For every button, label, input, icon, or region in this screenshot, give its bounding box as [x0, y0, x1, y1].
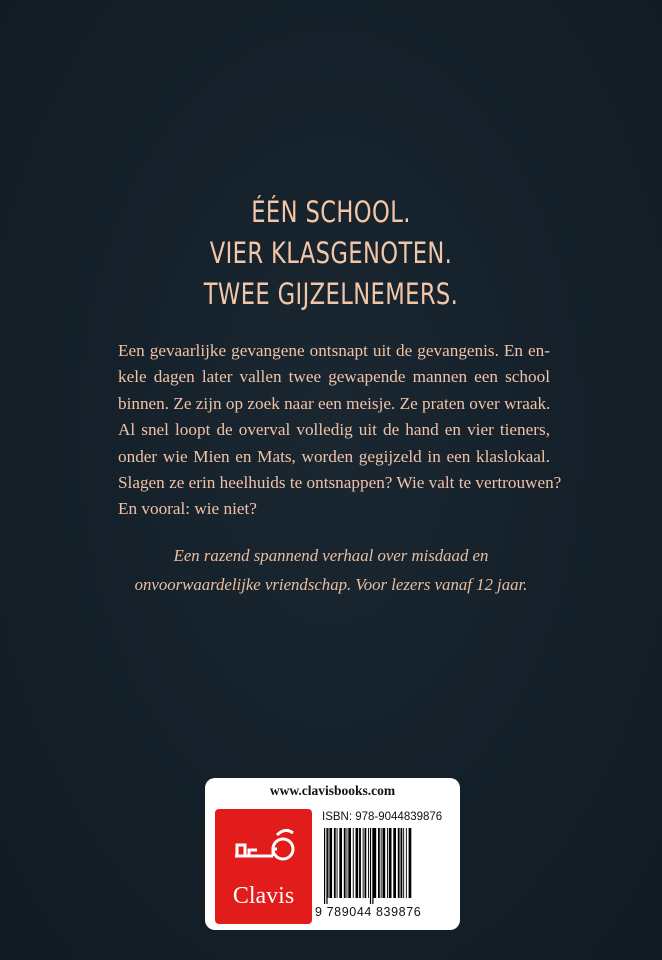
blurb-line: Al snel loopt de overval volledig uit de hand en vier tieners, [118, 420, 550, 440]
barcode [322, 828, 450, 904]
key-icon [215, 809, 312, 889]
publisher-url[interactable]: www.clavisbooks.com [269, 783, 396, 798]
tagline-line: ÉÉN SCHOOL. [251, 195, 411, 229]
tagline-line: TWEE GIJZELNEMERS. [203, 277, 459, 311]
promo-text [0, 541, 662, 599]
isbn-text: ISBN: 978-9044839876 [322, 811, 443, 823]
blurb-line: Slagen ze erin heelhuids te ontsnappen? Wie valt te vertrouwen? [118, 473, 562, 493]
blurb-line: kele dagen later vallen twee gewapende mannen een school [118, 367, 550, 387]
blurb-line: En vooral: wie niet? [118, 499, 257, 519]
blurb-line: binnen. Ze zijn op zoek naar een meisje. Ze praten over wraak. [118, 393, 551, 413]
promo-line: onvoorwaardelijke vriendschap. Voor lezers vanaf 12 jaar. [134, 575, 528, 594]
tagline-line: VIER KLASGENOTEN. [209, 236, 453, 270]
clavis-logo [215, 809, 312, 924]
barcode-digits: 9 789044 839876 [315, 905, 422, 919]
tagline [73, 192, 589, 315]
publisher-info-box [205, 778, 460, 930]
promo-line: Een razend spannend verhaal over misdaad en [173, 546, 489, 565]
blurb-line: Een gevaarlijke gevangene ontsnapt uit de gevangenis. En en- [118, 341, 550, 360]
blurb-paragraph [118, 338, 562, 523]
blurb-line: onder wie Mien en Mats, worden gegijzeld in een klaslokaal. [118, 446, 550, 466]
publisher-name: Clavis [232, 883, 295, 909]
